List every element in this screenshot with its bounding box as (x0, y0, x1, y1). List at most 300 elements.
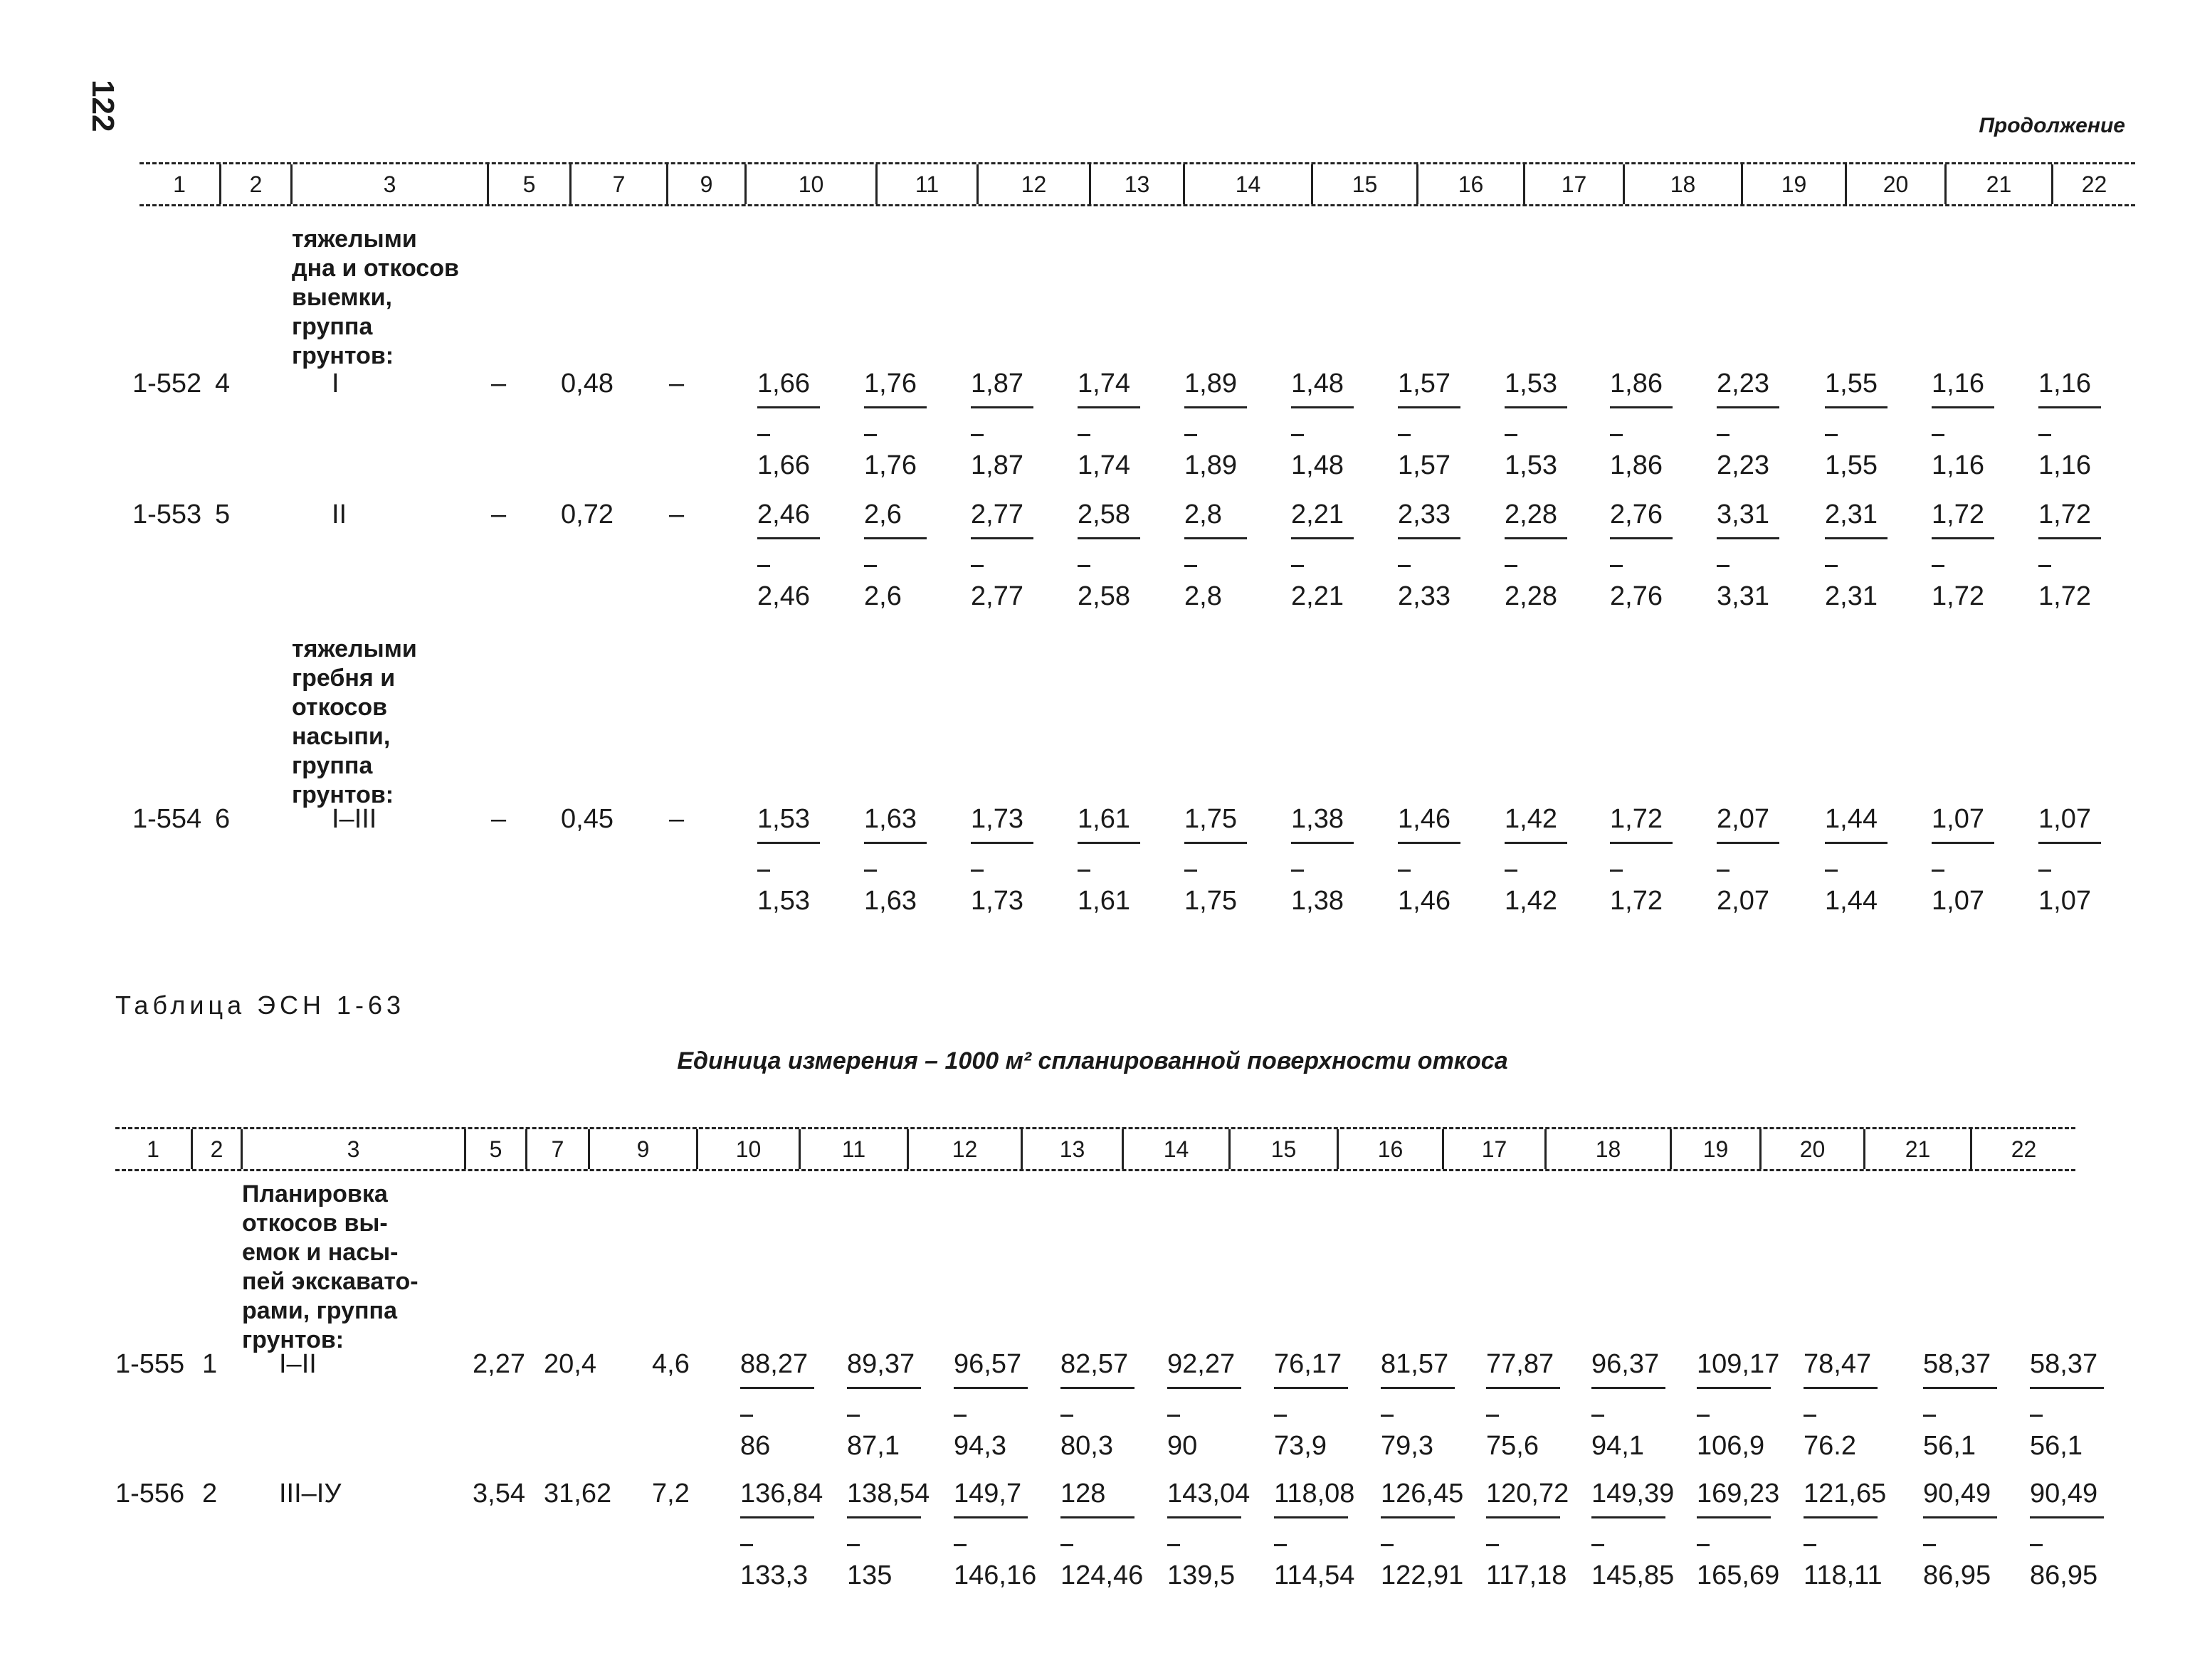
fraction-value (1923, 1479, 2008, 1591)
fraction-numerator: 1,16 (1932, 369, 1984, 398)
fraction-numerator: 2,23 (1717, 369, 1769, 398)
fraction-denominator: 165,69 (1697, 1560, 1780, 1590)
fraction-bar (1398, 842, 1460, 844)
fraction-value (757, 500, 843, 612)
column-header-row (115, 1127, 2075, 1171)
fraction-tick (1398, 870, 1411, 872)
fraction-bar (864, 537, 927, 539)
fraction-tick (864, 565, 877, 567)
fraction-numerator: 1,75 (1184, 804, 1237, 834)
fraction-tick (1717, 434, 1729, 436)
column-header-7: 7 (569, 164, 666, 204)
fraction-value (1717, 369, 1802, 481)
fraction-bar (757, 842, 820, 844)
fraction-tick (1505, 870, 1517, 872)
fraction-denominator: 1,66 (757, 450, 810, 480)
column-header-11: 11 (875, 164, 976, 204)
fraction-tick (1486, 1415, 1499, 1417)
row-number: 4 (215, 369, 231, 398)
fraction-numerator: 1,87 (971, 369, 1023, 398)
fraction-denominator: 1,44 (1825, 886, 1878, 916)
fraction-bar (1078, 537, 1140, 539)
fraction-value (1381, 1349, 1466, 1462)
fraction-bar (1398, 537, 1460, 539)
fraction-numerator: 1,61 (1078, 804, 1130, 834)
fraction-bar (1717, 406, 1779, 408)
fraction-tick (1078, 565, 1090, 567)
fraction-value (2038, 500, 2124, 612)
fraction-denominator: 1,61 (1078, 886, 1130, 916)
fraction-value (864, 804, 949, 916)
fraction-denominator: 122,91 (1381, 1560, 1464, 1590)
fraction-tick (740, 1544, 753, 1546)
row-code: 1-555 (115, 1349, 185, 1379)
fraction-denominator: 56,1 (1923, 1431, 1976, 1461)
fraction-numerator: 1,74 (1078, 369, 1130, 398)
fraction-value (1923, 1349, 2008, 1462)
column-header-9: 9 (666, 164, 744, 204)
fraction-bar (1932, 406, 1994, 408)
fraction-value (1184, 500, 1270, 612)
fraction-value (1610, 804, 1695, 916)
fraction-value (1486, 1479, 1571, 1591)
fraction-numerator: 109,17 (1697, 1349, 1780, 1379)
fraction-value (1505, 804, 1590, 916)
fraction-tick (2038, 434, 2051, 436)
fraction-tick (1381, 1544, 1394, 1546)
fraction-tick (2030, 1544, 2043, 1546)
row-number: 6 (215, 804, 231, 834)
fraction-value (2030, 1349, 2115, 1462)
fraction-value (1591, 1349, 1677, 1462)
fraction-value (971, 500, 1056, 612)
fraction-value (1291, 500, 1376, 612)
fraction-tick (1825, 434, 1838, 436)
value-col-5: – (491, 500, 507, 529)
fraction-bar (1923, 1387, 1997, 1389)
fraction-value (1932, 500, 2017, 612)
fraction-tick (2038, 565, 2051, 567)
column-header-7: 7 (525, 1129, 588, 1169)
fraction-denominator: 2,28 (1505, 581, 1557, 611)
fraction-value (1505, 500, 1590, 612)
fraction-tick (971, 565, 984, 567)
fraction-bar (1291, 842, 1354, 844)
fraction-numerator: 2,28 (1505, 500, 1557, 529)
column-header-2: 2 (219, 164, 290, 204)
fraction-bar (1291, 406, 1354, 408)
fraction-tick (971, 434, 984, 436)
fraction-value (1060, 1479, 1146, 1591)
value-col-7: 0,72 (561, 500, 614, 529)
column-header-1: 1 (173, 171, 186, 197)
fraction-bar (2030, 1387, 2104, 1389)
fraction-numerator: 1,53 (1505, 369, 1557, 398)
value-col-7: 20,4 (544, 1349, 596, 1379)
fraction-bar (1610, 406, 1673, 408)
column-header-21: 21 (1944, 164, 2051, 204)
fraction-denominator: 79,3 (1381, 1431, 1433, 1461)
fraction-numerator: 90,49 (2030, 1479, 2098, 1509)
fraction-bar (1381, 1516, 1455, 1518)
fraction-tick (1804, 1415, 1816, 1417)
fraction-value (847, 1349, 932, 1462)
fraction-value (1078, 804, 1163, 916)
fraction-tick (954, 1544, 967, 1546)
column-header-20: 20 (1759, 1129, 1863, 1169)
fraction-value (1381, 1479, 1466, 1591)
fraction-tick (1184, 565, 1197, 567)
fraction-tick (1717, 870, 1729, 872)
fraction-numerator: 1,38 (1291, 804, 1344, 834)
fraction-tick (1184, 434, 1197, 436)
fraction-denominator: 2,46 (757, 581, 810, 611)
fraction-denominator: 135 (847, 1560, 893, 1590)
continuation-label: Продолжение (1979, 114, 2125, 137)
fraction-value (1697, 1479, 1782, 1591)
fraction-tick (1717, 565, 1729, 567)
fraction-denominator: 76.2 (1804, 1431, 1856, 1461)
fraction-bar (1381, 1387, 1455, 1389)
fraction-tick (1078, 870, 1090, 872)
row-number: 5 (215, 500, 231, 529)
fraction-value (1825, 369, 1910, 481)
fraction-bar (1184, 406, 1247, 408)
fraction-value (1505, 369, 1590, 481)
fraction-bar (864, 406, 927, 408)
fraction-bar (2038, 842, 2101, 844)
fraction-denominator: 1,55 (1825, 450, 1878, 480)
fraction-numerator: 2,07 (1717, 804, 1769, 834)
fraction-denominator: 1,46 (1398, 886, 1450, 916)
fraction-bar (971, 406, 1033, 408)
fraction-bar (1505, 406, 1567, 408)
fraction-bar (1505, 537, 1567, 539)
fraction-denominator: 1,07 (2038, 886, 2091, 916)
fraction-numerator: 1,42 (1505, 804, 1557, 834)
fraction-value (954, 1479, 1039, 1591)
fraction-tick (864, 870, 877, 872)
fraction-numerator: 121,65 (1804, 1479, 1887, 1509)
fraction-numerator: 1,55 (1825, 369, 1878, 398)
fraction-tick (1060, 1544, 1073, 1546)
fraction-tick (1486, 1544, 1499, 1546)
fraction-bar (1486, 1516, 1560, 1518)
fraction-denominator: 2,31 (1825, 581, 1878, 611)
fraction-value (1486, 1349, 1571, 1462)
fraction-numerator: 1,53 (757, 804, 810, 834)
fraction-denominator: 2,8 (1184, 581, 1222, 611)
column-header-22: 22 (1970, 1129, 2075, 1169)
fraction-numerator: 82,57 (1060, 1349, 1129, 1379)
soil-group: II (332, 500, 347, 529)
category-description: тяжелыми гребня и откосов насыпи, группа грунтов: (292, 635, 417, 808)
column-header-14: 14 (1122, 1129, 1228, 1169)
fraction-denominator: 145,85 (1591, 1560, 1675, 1590)
fraction-bar (1804, 1387, 1878, 1389)
fraction-bar (740, 1387, 814, 1389)
column-header-13: 13 (1089, 164, 1183, 204)
fraction-value (1591, 1479, 1677, 1591)
value-col-9: – (669, 804, 685, 834)
fraction-value (1717, 500, 1802, 612)
fraction-bar (864, 842, 927, 844)
fraction-tick (1291, 870, 1304, 872)
column-header-21: 21 (1863, 1129, 1970, 1169)
column-header-10: 10 (696, 1129, 799, 1169)
fraction-numerator: 126,45 (1381, 1479, 1464, 1509)
fraction-value (954, 1349, 1039, 1462)
fraction-bar (1291, 537, 1354, 539)
fraction-value (1398, 369, 1483, 481)
fraction-value (1825, 804, 1910, 916)
row-code: 1-553 (132, 500, 202, 529)
fraction-tick (1932, 565, 1944, 567)
column-header-22: 22 (2051, 164, 2135, 204)
fraction-denominator: 117,18 (1486, 1560, 1567, 1590)
fraction-value (1274, 1479, 1359, 1591)
fraction-value (1932, 369, 2017, 481)
fraction-bar (1932, 537, 1994, 539)
fraction-numerator: 1,44 (1825, 804, 1878, 834)
fraction-bar (757, 537, 820, 539)
fraction-bar (847, 1387, 921, 1389)
column-header-13: 13 (1021, 1129, 1122, 1169)
fraction-numerator: 58,37 (2030, 1349, 2098, 1379)
column-header-16: 16 (1416, 164, 1523, 204)
fraction-numerator: 2,8 (1184, 500, 1222, 529)
fraction-numerator: 3,31 (1717, 500, 1769, 529)
value-col-5: 3,54 (473, 1479, 525, 1509)
fraction-tick (757, 434, 770, 436)
table-title: Таблица ЭСН 1-63 (115, 990, 406, 1020)
fraction-numerator: 89,37 (847, 1349, 915, 1379)
fraction-bar (1398, 406, 1460, 408)
fraction-bar (1060, 1516, 1134, 1518)
fraction-tick (864, 434, 877, 436)
fraction-bar (1060, 1387, 1134, 1389)
fraction-numerator: 136,84 (740, 1479, 823, 1509)
fraction-denominator: 1,53 (757, 886, 810, 916)
fraction-tick (1167, 1415, 1180, 1417)
fraction-tick (1825, 870, 1838, 872)
fraction-tick (2030, 1415, 2043, 1417)
fraction-value (1804, 1349, 1889, 1462)
fraction-tick (1274, 1544, 1287, 1546)
fraction-denominator: 80,3 (1060, 1431, 1113, 1461)
fraction-bar (1167, 1387, 1241, 1389)
row-code: 1-554 (132, 804, 202, 834)
fraction-denominator: 1,63 (864, 886, 917, 916)
column-header-11: 11 (799, 1129, 907, 1169)
fraction-bar (1923, 1516, 1997, 1518)
fraction-bar (2038, 406, 2101, 408)
fraction-denominator: 1,16 (1932, 450, 1984, 480)
fraction-tick (1398, 434, 1411, 436)
fraction-value (757, 369, 843, 481)
value-col-9: 4,6 (652, 1349, 690, 1379)
fraction-value (864, 369, 949, 481)
fraction-bar (1591, 1387, 1665, 1389)
fraction-tick (1697, 1544, 1710, 1546)
fraction-numerator: 2,21 (1291, 500, 1344, 529)
column-header-20: 20 (1845, 164, 1944, 204)
fraction-tick (757, 870, 770, 872)
fraction-bar (1932, 842, 1994, 844)
fraction-denominator: 1,86 (1610, 450, 1663, 480)
fraction-value (1184, 369, 1270, 481)
fraction-denominator: 94,1 (1591, 1431, 1644, 1461)
fraction-bar (1505, 842, 1567, 844)
fraction-denominator: 133,3 (740, 1560, 809, 1590)
fraction-numerator: 1,76 (864, 369, 917, 398)
fraction-value (1078, 500, 1163, 612)
fraction-numerator: 2,6 (864, 500, 902, 529)
column-header-2: 2 (191, 1129, 241, 1169)
fraction-denominator: 86 (740, 1431, 771, 1461)
fraction-denominator: 1,73 (971, 886, 1023, 916)
row-number: 1 (202, 1349, 218, 1379)
fraction-numerator: 2,31 (1825, 500, 1878, 529)
fraction-bar (1717, 537, 1779, 539)
fraction-bar (1825, 537, 1887, 539)
fraction-denominator: 3,31 (1717, 581, 1769, 611)
category-description: тяжелыми дна и откосов выемки, группа грунтов: (292, 226, 459, 369)
fraction-value (740, 1349, 826, 1462)
column-header-10: 10 (744, 164, 875, 204)
row-number: 2 (202, 1479, 218, 1509)
fraction-numerator: 2,76 (1610, 500, 1663, 529)
fraction-numerator: 120,72 (1486, 1479, 1569, 1509)
fraction-value (1291, 369, 1376, 481)
fraction-bar (1274, 1516, 1348, 1518)
fraction-denominator: 87,1 (847, 1431, 900, 1461)
column-header-19: 19 (1741, 164, 1845, 204)
fraction-denominator: 1,89 (1184, 450, 1237, 480)
fraction-tick (1591, 1544, 1604, 1546)
fraction-denominator: 2,58 (1078, 581, 1130, 611)
fraction-tick (1078, 434, 1090, 436)
fraction-bar (971, 537, 1033, 539)
fraction-numerator: 1,63 (864, 804, 917, 834)
fraction-tick (1932, 434, 1944, 436)
fraction-denominator: 2,76 (1610, 581, 1663, 611)
fraction-bar (1184, 537, 1247, 539)
fraction-denominator: 86,95 (1923, 1560, 1991, 1590)
fraction-numerator: 1,07 (1932, 804, 1984, 834)
fraction-numerator: 1,66 (757, 369, 810, 398)
fraction-bar (1591, 1516, 1665, 1518)
fraction-value (971, 804, 1056, 916)
column-header-row (139, 162, 2135, 206)
fraction-numerator: 118,08 (1274, 1479, 1355, 1509)
fraction-bar (1610, 842, 1673, 844)
fraction-value (1184, 804, 1270, 916)
fraction-value (1717, 804, 1802, 916)
fraction-tick (847, 1415, 860, 1417)
column-header-15: 15 (1311, 164, 1416, 204)
fraction-numerator: 128 (1060, 1479, 1106, 1509)
fraction-tick (1381, 1415, 1394, 1417)
fraction-value (2038, 804, 2124, 916)
fraction-numerator: 1,72 (2038, 500, 2091, 529)
fraction-denominator: 1,38 (1291, 886, 1344, 916)
fraction-numerator: 78,47 (1804, 1349, 1872, 1379)
fraction-tick (1610, 434, 1623, 436)
column-header-3: 3 (290, 164, 487, 204)
value-col-9: – (669, 369, 685, 398)
fraction-tick (1825, 565, 1838, 567)
fraction-value (1932, 804, 2017, 916)
fraction-value (2038, 369, 2124, 481)
fraction-bar (1078, 406, 1140, 408)
unit-of-measure: Единица измерения – 1000 м² спланированной поверхности откоса (677, 1047, 1508, 1074)
fraction-value (1610, 500, 1695, 612)
fraction-denominator: 2,21 (1291, 581, 1344, 611)
fraction-tick (1505, 565, 1517, 567)
column-header-12: 12 (976, 164, 1089, 204)
fraction-numerator: 1,89 (1184, 369, 1237, 398)
fraction-denominator: 2,77 (971, 581, 1023, 611)
column-header-3: 3 (241, 1129, 464, 1169)
fraction-tick (1610, 870, 1623, 872)
fraction-tick (1398, 565, 1411, 567)
fraction-numerator: 1,48 (1291, 369, 1344, 398)
fraction-denominator: 90 (1167, 1431, 1198, 1461)
fraction-numerator: 88,27 (740, 1349, 809, 1379)
fraction-numerator: 58,37 (1923, 1349, 1991, 1379)
fraction-denominator: 1,53 (1505, 450, 1557, 480)
fraction-denominator: 86,95 (2030, 1560, 2098, 1590)
row-code: 1-556 (115, 1479, 185, 1509)
value-col-9: 7,2 (652, 1479, 690, 1509)
fraction-denominator: 146,16 (954, 1560, 1037, 1590)
fraction-tick (1167, 1544, 1180, 1546)
fraction-value (1610, 369, 1695, 481)
fraction-bar (1078, 842, 1140, 844)
column-header-9: 9 (588, 1129, 696, 1169)
fraction-tick (954, 1415, 967, 1417)
fraction-value (1804, 1479, 1889, 1591)
fraction-tick (1591, 1415, 1604, 1417)
fraction-denominator: 124,46 (1060, 1560, 1144, 1590)
value-col-5: – (491, 369, 507, 398)
fraction-numerator: 96,37 (1591, 1349, 1660, 1379)
fraction-denominator: 118,11 (1804, 1560, 1883, 1590)
value-col-7: 31,62 (544, 1479, 612, 1509)
soil-group: I (332, 369, 339, 398)
fraction-tick (757, 565, 770, 567)
fraction-denominator: 2,23 (1717, 450, 1769, 480)
fraction-numerator: 96,57 (954, 1349, 1022, 1379)
fraction-denominator: 1,48 (1291, 450, 1344, 480)
fraction-denominator: 1,07 (1932, 886, 1984, 916)
column-header-16: 16 (1337, 1129, 1442, 1169)
fraction-bar (1274, 1387, 1348, 1389)
fraction-numerator: 92,27 (1167, 1349, 1236, 1379)
fraction-numerator: 2,33 (1398, 500, 1450, 529)
fraction-bar (971, 842, 1033, 844)
fraction-value (1060, 1349, 1146, 1462)
fraction-denominator: 1,75 (1184, 886, 1237, 916)
fraction-tick (1804, 1544, 1816, 1546)
fraction-bar (1697, 1387, 1771, 1389)
fraction-value (864, 500, 949, 612)
fraction-denominator: 75,6 (1486, 1431, 1539, 1461)
fraction-numerator: 1,16 (2038, 369, 2091, 398)
fraction-denominator: 73,9 (1274, 1431, 1327, 1461)
fraction-bar (1486, 1387, 1560, 1389)
